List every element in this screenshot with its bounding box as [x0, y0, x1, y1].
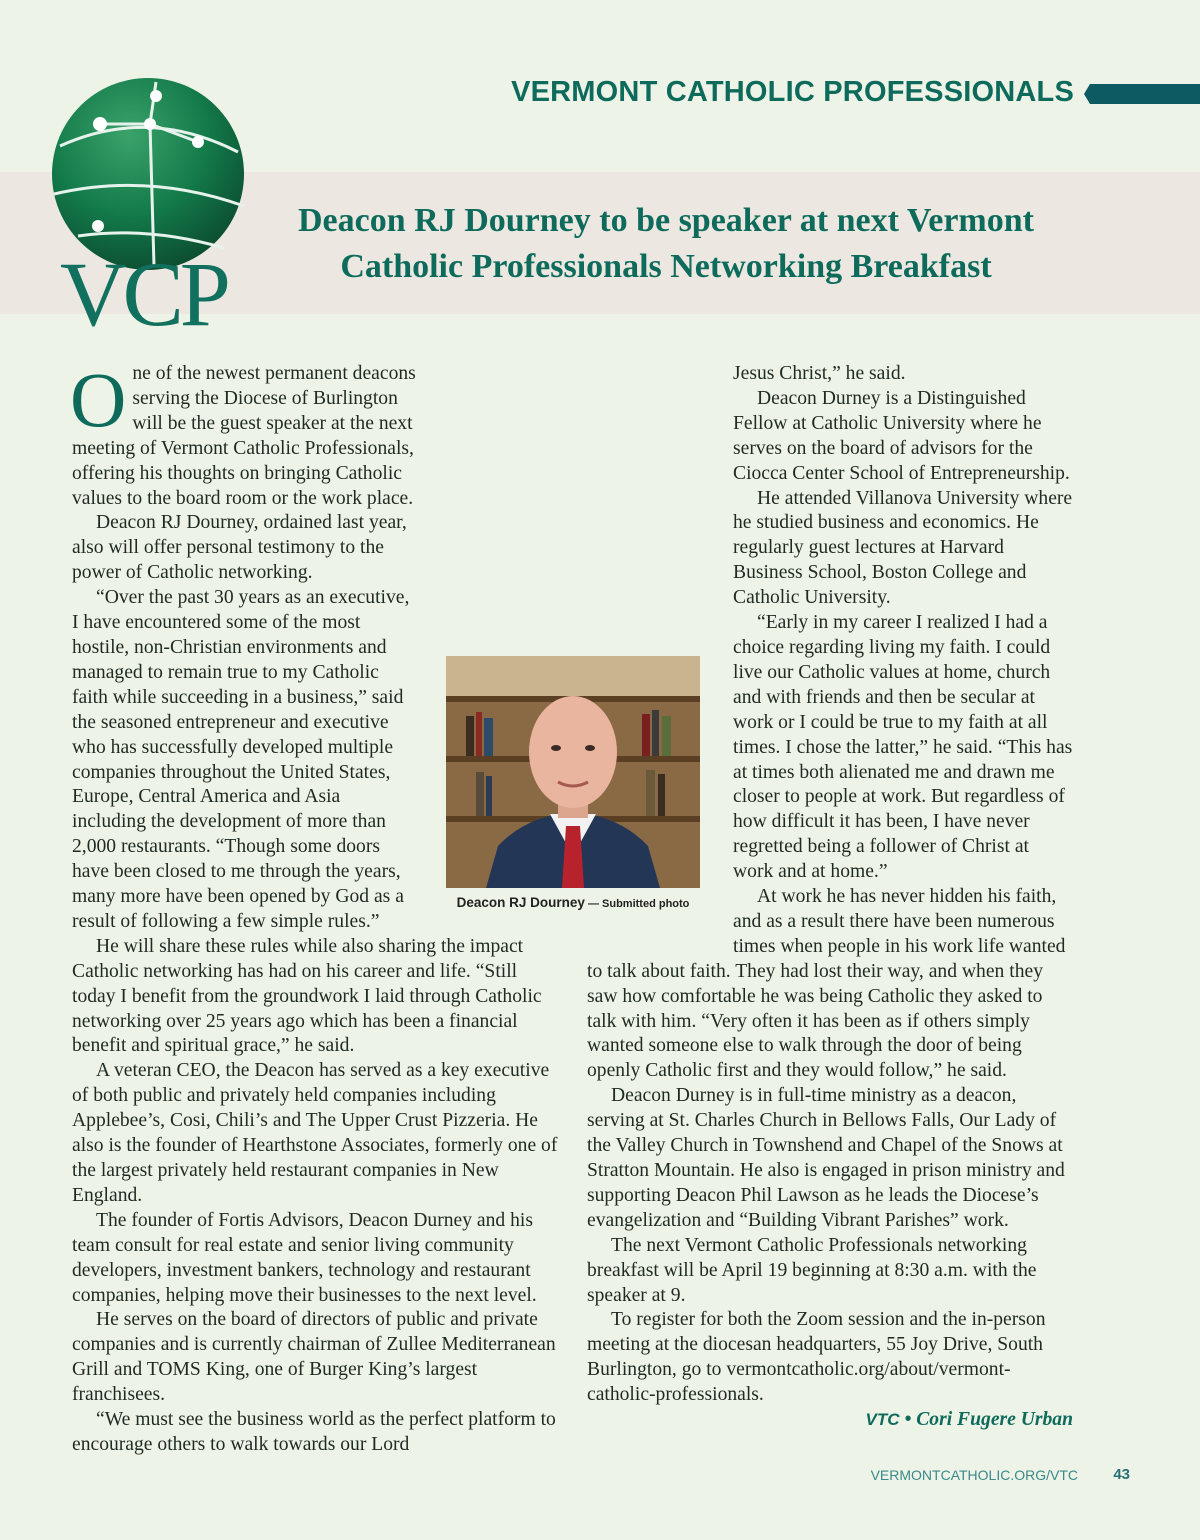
photo-caption	[446, 895, 700, 910]
paragraph-8: “We must see the business world as the perfect platform to encourage others to walk towards our Lord	[72, 1409, 556, 1455]
paragraph-6: The founder of Fortis Advisors, Deacon Durney and his team consult for real estate and senior living community developers, investment bankers, technology and restaurant companies, helping move their businesses to the next level.	[72, 1209, 537, 1306]
paragraph-2: Deacon RJ Dourney, ordained last year, also will offer personal testimony to the power of Catholic networking.	[72, 512, 407, 584]
paragraph-11: He attended Villanova University where he studied business and economics. He regularly guest lectures at Harvard Business School, Boston College and Catholic University.	[733, 487, 1073, 609]
caption-name: Deacon RJ Dourney	[456, 895, 585, 910]
paragraph-14: Deacon Durney is in full-time ministry as a deacon, serving at St. Charles Church in Bellows Falls, Our Lady of the Valley Church in Townshend and Chapel of the Snows at Stratton Mountain. He also is engaged in prison ministry and supporting Deacon Phil Lawson as he leads the Diocese’s evangelization and “Building Vibrant Parishes” work.	[587, 1085, 1065, 1231]
face	[529, 696, 617, 808]
footer-url[interactable]: VERMONTCATHOLIC.ORG/VTC	[870, 1467, 1078, 1483]
paragraph-10: Deacon Durney is a Distinguished Fellow at Catholic University where he serves on the board of advisors for the Ciocca Center School of Entrepreneurship.	[733, 387, 1070, 484]
section-tab-arrow	[1084, 84, 1200, 104]
paragraph-12: “Early in my career I realized I had a choice regarding living my faith. I could live our Catholic values at home, church and with friends and then be secular at work or I could be true to my faith at all times. I chose the latter,” he said. “This has at times both alienated me and drawn me closer to people at work. But regardless of how difficult it has been, I have never regretted being a follower of Christ at work and at home.”	[733, 612, 1073, 883]
paragraph-1: ne of the newest permanent deacons serving the Diocese of Burlington will be the guest speaker at the next meeting of Vermont Catholic Professionals, offering his thoughts on bringing Catholic values to the board room or the work place.	[72, 363, 416, 509]
paragraph-4: He will share these rules while also sharing the impact Catholic networking has had on his career and life. “Still today I benefit from the groundwork I laid through Catholic networking over 25 years ago which has been a financial benefit and spiritual grace,” he said.	[72, 935, 542, 1057]
byline	[587, 1408, 1073, 1433]
globe-icon	[52, 78, 244, 270]
headline	[262, 198, 1070, 290]
paragraph-5: A veteran CEO, the Deacon has served as a key executive of both public and privately held companies including Applebee’s, Cosi, Chili’s and The Upper Crust Pizzeria. He also is the founder of Hearthstone Associates, formerly one of the largest privately held restaurant companies in New England.	[72, 1060, 558, 1206]
paragraph-7: He serves on the board of directors of public and private companies and is currently chairman of Zullee Mediterranean Grill and TOMS King, one of Burger King’s largest franchisees.	[72, 1309, 556, 1406]
caption-credit: — Submitted photo	[584, 898, 690, 910]
section-label: VERMONT CATHOLIC PROFESSIONALS	[511, 76, 1074, 108]
paragraph-16: To register for both the Zoom session and the in-person meeting at the diocesan headquarters, 55 Joy Drive, South Burlington, go to vermontcatholic.org/about/vermont-catholic-professionals.	[587, 1309, 1046, 1406]
drop-cap: O	[70, 356, 127, 443]
paragraph-15: The next Vermont Catholic Professionals networking breakfast will be April 19 beginning at 8:30 a.m. with the speaker at 9.	[587, 1234, 1037, 1306]
paragraph-3: “Over the past 30 years as an executive, I have encountered some of the most hostile, non-Christian environments and managed to remain true to my Catholic faith while succeeding in a business,” said the seasoned entrepreneur and executive who has successfully developed multiple companies throughout the United States, Europe, Central America and Asia including the development of more than 2,000 restaurants. “Though some doors have been closed to me through the years, many more have been opened by God as a result of following a few simple rules.”	[72, 587, 410, 932]
paragraph-13: At work he has never hidden his faith, and as a result there have been numerous times when people in his work life wanted to talk about faith. They had lost their way, and when they saw how comfortable he was being Catholic they asked to talk with him. “Very often it has been as if others simply wanted someone else to walk through the door of being openly Catholic first and they would follow,” he said.	[587, 886, 1066, 1082]
page-number: 43	[1113, 1466, 1130, 1483]
headline-line-2: Catholic Professionals Networking Breakfast	[340, 248, 992, 285]
logo-text: VCP	[60, 243, 227, 345]
byline-separator: •	[899, 1409, 917, 1431]
byline-author: Cori Fugere Urban	[916, 1409, 1073, 1431]
paragraph-9: Jesus Christ,” he said.	[733, 363, 906, 384]
portrait-photo	[446, 656, 700, 888]
headline-line-1: Deacon RJ Dourney to be speaker at next Vermont	[298, 202, 1034, 239]
byline-org: VTC	[865, 1410, 900, 1430]
